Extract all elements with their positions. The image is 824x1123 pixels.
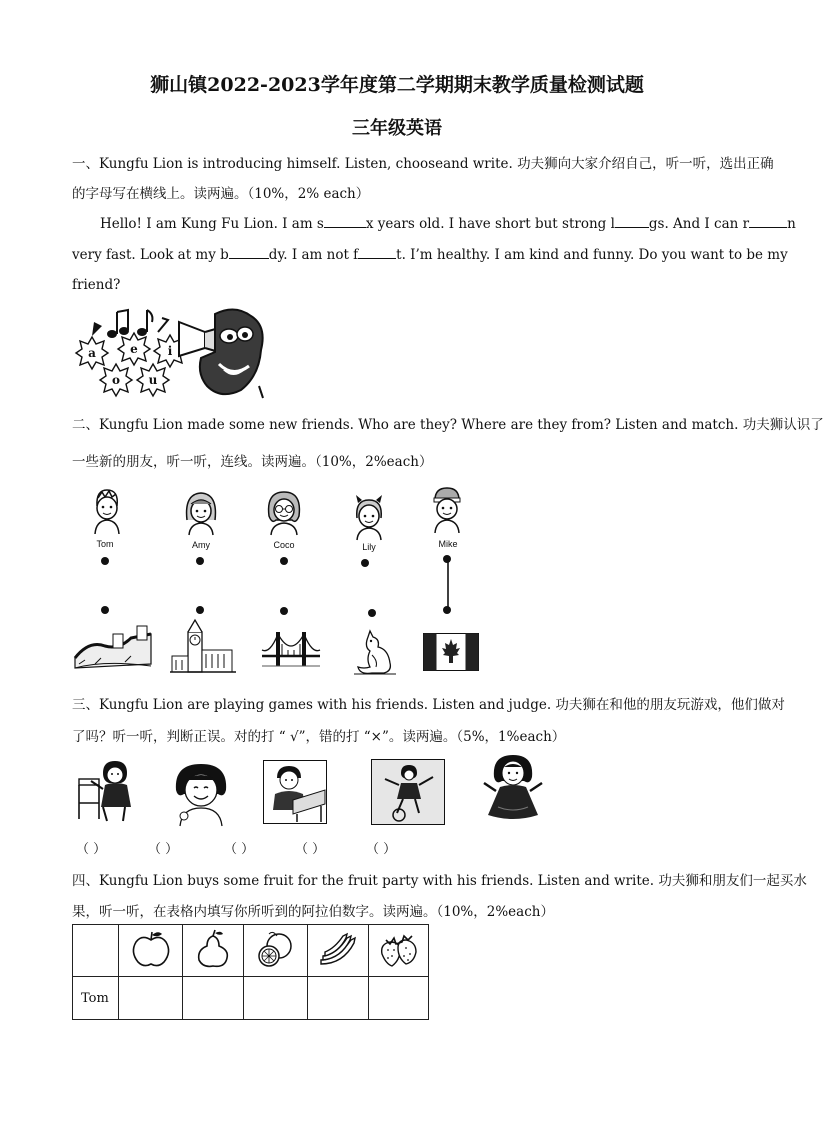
judge-bracket-3[interactable]: （ ）: [224, 842, 255, 857]
section1-instruction-line2: 的字母写在横线上。读两遍。（10%，2% each）: [72, 186, 370, 202]
section3-instruction-line2: 了吗？听一听，判断正误。对的打 “ √”，错的打 “×”。读两遍。（5%，1%each）: [72, 729, 566, 745]
pear-icon: [193, 930, 233, 968]
passage-text: dy. I am not f: [268, 247, 359, 263]
letter-o: o: [111, 373, 120, 387]
person-name-amy: Amy: [192, 540, 210, 550]
letter-u: u: [148, 373, 158, 387]
page-subtitle: 三年级英语: [352, 118, 442, 139]
letter-e: e: [130, 342, 138, 356]
judge-bracket-2[interactable]: （ ）: [148, 842, 179, 857]
person-name-tom: Tom: [96, 539, 114, 549]
orange-icon: [255, 930, 297, 968]
page-title: 狮山镇2022-2023学年度第二学期期末教学质量检测试题: [150, 74, 644, 96]
fruit-cell-pear: [183, 925, 244, 977]
fruit-table-tom-row: [73, 977, 429, 1020]
golden-gate-bridge-icon: [262, 628, 320, 672]
answer-cell-orange[interactable]: [244, 977, 308, 1020]
banana-icon: [317, 930, 359, 968]
match-dot-bottom-canada[interactable]: [443, 606, 451, 614]
person-name-lily: Lily: [362, 542, 376, 552]
answer-cell-apple[interactable]: [119, 977, 183, 1020]
section1-passage-line1: [100, 215, 796, 232]
letter-star-e: [117, 332, 151, 366]
kangaroo-icon: [354, 631, 396, 675]
girl-sitting-chair-icon: [75, 759, 143, 823]
match-dot-bottom-big-ben[interactable]: [196, 606, 204, 614]
apple-icon: [130, 930, 172, 968]
section4-instruction-line2: 果，听一听，在表格内填写你所听到的阿拉伯数字。读两遍。（10%，2%each）: [72, 904, 554, 920]
letter-i: i: [167, 344, 173, 358]
fruit-cell-strawberry: [369, 925, 429, 977]
passage-text: very fast. Look at my b: [72, 247, 229, 263]
section1-instruction-line1: 一、Kungfu Lion is introducing himself. Listen, chooseand write. 功夫狮向大家介绍自己，听一听，选出正确: [72, 156, 774, 172]
blank-5[interactable]: [358, 246, 396, 259]
letter-star-u: [136, 363, 170, 397]
coco-avatar-icon: [266, 490, 302, 536]
fruit-cell-apple: [119, 925, 183, 977]
mike-avatar-icon: [431, 486, 463, 534]
row-label-tom: Tom: [73, 977, 119, 1020]
letter-star-o: [99, 363, 133, 397]
section1-passage-line2: [72, 246, 788, 263]
match-dot-top-coco[interactable]: [280, 557, 288, 565]
section2-instruction-line2: 一些新的朋友，听一听，连线。读两遍。（10%，2%each）: [72, 454, 433, 470]
amy-avatar-icon: [184, 490, 218, 536]
passage-text: Hello! I am Kung Fu Lion. I am s: [100, 216, 324, 232]
passage-text: gs. And I can r: [648, 216, 750, 232]
person-name-mike: Mike: [438, 539, 458, 549]
judge-bracket-1[interactable]: （ ）: [76, 842, 107, 857]
blank-2[interactable]: [615, 215, 649, 228]
girl-skating-icon: [371, 759, 445, 825]
fruit-cell-banana: [308, 925, 369, 977]
fruit-table: [72, 924, 429, 1020]
match-dot-top-tom[interactable]: [101, 557, 109, 565]
blank-4[interactable]: [229, 246, 269, 259]
judge-bracket-4[interactable]: （ ）: [295, 842, 326, 857]
fruit-table-corner-cell: [73, 925, 119, 977]
blank-1[interactable]: [324, 215, 366, 228]
big-ben-icon: [170, 620, 236, 674]
tom-avatar-icon: [92, 488, 122, 536]
boy-at-desk-icon: [263, 760, 327, 824]
answer-cell-pear[interactable]: [183, 977, 244, 1020]
match-dot-bottom-kangaroo[interactable]: [368, 609, 376, 617]
girl-smiling-icon: [172, 762, 230, 826]
great-wall-icon: [75, 620, 151, 672]
fruit-cell-orange: [244, 925, 308, 977]
strawberry-icon: [378, 930, 420, 968]
fruit-table-header-row: [73, 925, 429, 977]
blank-3[interactable]: [749, 215, 787, 228]
girl-in-dress-icon: [474, 751, 552, 823]
section4-instruction-line1: 四、Kungfu Lion buys some fruit for the fruit party with his friends. Listen and write. 功夫狮和朋友们一起买水: [72, 873, 807, 889]
judge-bracket-5[interactable]: （ ）: [366, 842, 397, 857]
canada-flag-icon: [423, 633, 479, 671]
section2-instruction-line1: 二、Kungfu Lion made some new friends. Who are they? Where are they from? Listen and match. 功夫狮认识了: [72, 417, 824, 433]
match-dot-bottom-great-wall[interactable]: [101, 606, 109, 614]
match-dot-top-amy[interactable]: [196, 557, 204, 565]
lily-avatar-icon: [352, 494, 386, 540]
kungfu-lion-megaphone-icon: [175, 306, 270, 400]
passage-text: n: [787, 216, 796, 232]
answer-cell-banana[interactable]: [308, 977, 369, 1020]
match-dot-top-lily[interactable]: [361, 559, 369, 567]
section3-instruction-line1: 三、Kungfu Lion are playing games with his friends. Listen and judge. 功夫狮在和他的朋友玩游戏，他们做对: [72, 697, 785, 713]
match-dot-bottom-bridge[interactable]: [280, 607, 288, 615]
answer-cell-strawberry[interactable]: [369, 977, 429, 1020]
letter-a: a: [88, 346, 96, 360]
section1-passage-line3: friend?: [72, 277, 121, 293]
passage-text: t. I’m healthy. I am kind and funny. Do you want to be my: [396, 247, 788, 263]
person-name-coco: Coco: [273, 540, 295, 550]
example-match-line: [445, 559, 451, 609]
passage-text: x years old. I have short but strong l: [365, 216, 615, 232]
